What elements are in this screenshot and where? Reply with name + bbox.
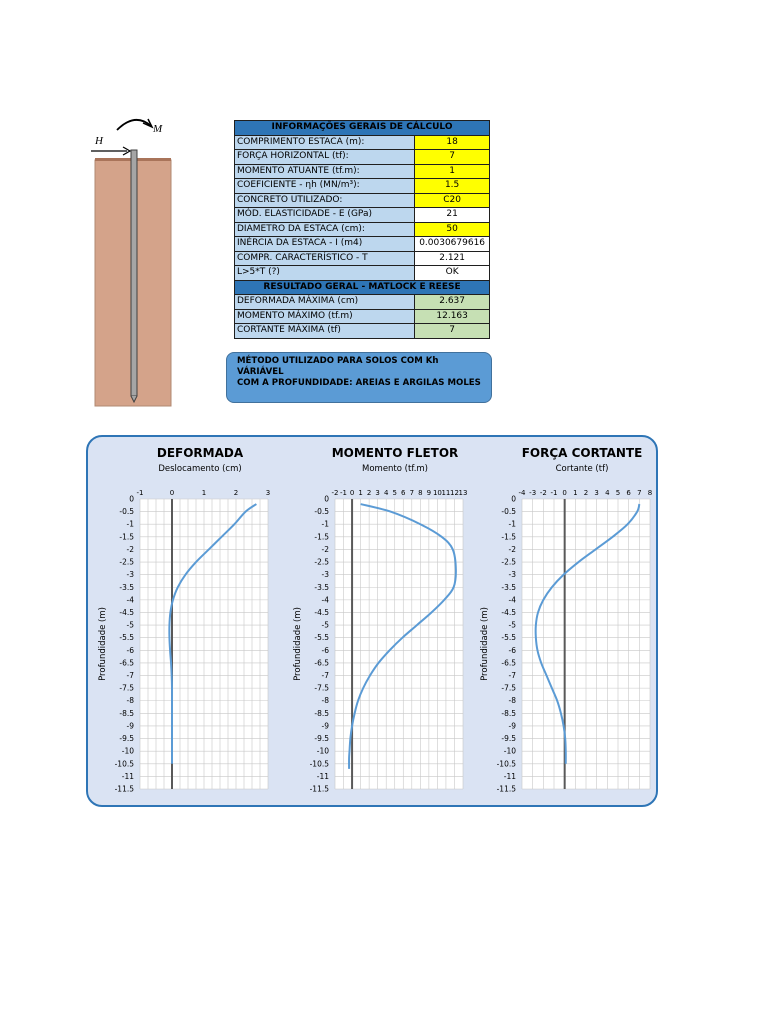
x-tick-label: 2 (583, 489, 589, 497)
x-tick-label: 6 (626, 489, 631, 497)
info-row (235, 135, 490, 150)
y-tick-label: -7 (126, 671, 134, 681)
info-value: 2.121 (415, 251, 490, 266)
x-tick-label: 4 (605, 489, 610, 497)
info-value: C20 (415, 193, 490, 208)
info-value: 1.5 (415, 179, 490, 194)
info-label: FORÇA HORIZONTAL (tf): (235, 150, 415, 165)
y-tick-label: -11 (503, 771, 516, 781)
info-row (235, 251, 490, 266)
x-tick-label: -2 (539, 489, 547, 497)
y-tick-label: -1.5 (314, 532, 329, 542)
y-tick-label: -10.5 (114, 759, 134, 769)
y-tick-label: -3.5 (314, 582, 329, 592)
x-tick-label: 0 (562, 489, 567, 497)
momento-fletor-chart (283, 437, 473, 809)
info-table (234, 120, 490, 339)
chart-title: DEFORMADA (156, 446, 244, 460)
info-label: COEFICIENTE - ηh (MN/m³): (235, 179, 415, 194)
y-tick-label: -8 (321, 696, 329, 706)
y-tick-label: -1 (126, 519, 134, 529)
x-tick-label: 1 (358, 489, 363, 497)
y-tick-label: -5 (126, 620, 134, 630)
x-tick-label: 1 (201, 489, 207, 497)
y-tick-label: -10 (121, 746, 134, 756)
info-header: INFORMAÇÕES GERAIS DE CÁLCULO (235, 121, 490, 136)
y-tick-label: -8 (126, 696, 134, 706)
info-row (235, 208, 490, 223)
x-tick-label: 4 (383, 489, 389, 497)
result-value: 7 (415, 324, 490, 339)
forca-cortante-chart (470, 437, 660, 809)
info-label: CONCRETO UTILIZADO: (235, 193, 415, 208)
y-tick-label: -5.5 (314, 633, 329, 643)
y-tick-label: -0.5 (119, 507, 134, 517)
result-row (235, 295, 490, 310)
y-tick-label: -5.5 (501, 633, 516, 643)
method-note (226, 352, 492, 403)
y-tick-label: -2.5 (314, 557, 329, 567)
info-label: INÉRCIA DA ESTACA - I (m4) (235, 237, 415, 252)
info-label: COMPR. CARACTERÍSTICO - T (235, 251, 415, 266)
result-label: CORTANTE MÁXIMA (tf) (235, 324, 415, 339)
y-tick-label: -7 (508, 671, 516, 681)
y-tick-label: -1.5 (119, 532, 134, 542)
y-tick-label: -9 (126, 721, 134, 731)
y-tick-label: -4 (508, 595, 516, 605)
y-tick-label: -8.5 (314, 708, 329, 718)
info-value: 1 (415, 164, 490, 179)
y-tick-label: -11.5 (114, 784, 134, 794)
y-tick-label: -7.5 (501, 683, 516, 693)
y-tick-label: -3 (508, 570, 516, 580)
x-tick-label: 2 (233, 489, 239, 497)
y-tick-label: -2 (508, 544, 516, 554)
y-tick-label: -4.5 (119, 607, 134, 617)
y-tick-label: -10.5 (496, 759, 516, 769)
x-tick-label: 3 (375, 489, 380, 497)
x-tick-label: 11 (441, 489, 451, 497)
y-tick-label: -1.5 (501, 532, 516, 542)
y-tick-label: -11 (121, 771, 134, 781)
y-tick-label: -3.5 (119, 582, 134, 592)
x-tick-label: 13 (458, 489, 468, 497)
result-row (235, 309, 490, 324)
y-tick-label: -9.5 (119, 734, 134, 744)
method-note-line2: COM A PROFUNDIDADE: AREIAS E ARGILAS MOLES (237, 378, 481, 388)
info-value: 18 (415, 135, 490, 150)
x-tick-label: 8 (647, 489, 653, 497)
y-tick-label: -1 (508, 519, 516, 529)
info-value: 21 (415, 208, 490, 223)
result-value: 12.163 (415, 309, 490, 324)
x-tick-label: 9 (426, 489, 432, 497)
x-tick-label: -1 (136, 489, 144, 497)
info-row (235, 222, 490, 237)
y-tick-label: -5 (321, 620, 329, 630)
y-tick-label: -6.5 (119, 658, 134, 668)
result-row (235, 324, 490, 339)
y-axis-label: Profundidade (m) (480, 607, 490, 681)
x-tick-label: 0 (349, 489, 355, 497)
y-tick-label: -3.5 (501, 582, 516, 592)
x-tick-label: 0 (169, 489, 175, 497)
chart-title: FORÇA CORTANTE (521, 446, 643, 460)
y-tick-label: -2.5 (119, 557, 134, 567)
method-note-line1: MÉTODO UTILIZADO PARA SOLOS COM Kh VÁRIÁVEL (237, 356, 439, 377)
y-tick-label: -0.5 (501, 507, 516, 517)
y-tick-label: -8 (508, 696, 516, 706)
y-tick-label: -4.5 (501, 607, 516, 617)
info-row (235, 237, 490, 252)
x-tick-label: 7 (409, 489, 415, 497)
y-tick-label: -6.5 (314, 658, 329, 668)
info-label: MÓD. ELASTICIDADE - E (GPa) (235, 208, 415, 223)
info-header-row (235, 121, 490, 136)
y-tick-label: -9 (508, 721, 516, 731)
y-tick-label: -1 (321, 519, 329, 529)
y-tick-label: -9.5 (501, 734, 516, 744)
x-tick-label: 5 (392, 489, 397, 497)
result-value: 2.637 (415, 295, 490, 310)
info-value: 50 (415, 222, 490, 237)
x-tick-label: 12 (450, 489, 459, 497)
y-tick-label: -10 (503, 746, 516, 756)
chart-svg (88, 437, 278, 809)
x-tick-label: 5 (615, 489, 621, 497)
x-tick-label: 6 (401, 489, 406, 497)
y-tick-label: -6.5 (501, 658, 516, 668)
deformada-chart (88, 437, 278, 809)
charts-panel (86, 435, 658, 807)
y-tick-label: -6 (508, 645, 516, 655)
x-tick-label: 3 (265, 489, 271, 497)
info-value: 7 (415, 150, 490, 165)
y-axis-label: Profundidade (m) (293, 607, 303, 681)
moment-label: M (153, 123, 163, 135)
y-tick-label: -0.5 (314, 507, 329, 517)
info-value: 0.0030679616 (415, 237, 490, 252)
y-tick-label: 0 (324, 494, 329, 504)
y-tick-label: -11 (316, 771, 329, 781)
chart-title: MOMENTO FLETOR (331, 446, 459, 460)
y-tick-label: -2.5 (501, 557, 516, 567)
x-tick-label: -1 (550, 489, 558, 497)
y-tick-label: -5 (508, 620, 516, 630)
y-tick-label: -9.5 (314, 734, 329, 744)
y-tick-label: -8.5 (119, 708, 134, 718)
x-tick-label: -1 (340, 489, 348, 497)
info-row (235, 164, 490, 179)
result-label: MOMENTO MÁXIMO (tf.m) (235, 309, 415, 324)
y-tick-label: -2 (321, 544, 329, 554)
x-axis-label: Momento (tf.m) (362, 464, 428, 474)
x-tick-label: -2 (331, 489, 339, 497)
info-row (235, 179, 490, 194)
y-tick-label: -4 (321, 595, 329, 605)
y-axis-label: Profundidade (m) (98, 607, 108, 681)
pile-shaft (131, 150, 137, 396)
x-tick-label: 7 (637, 489, 642, 497)
chart-svg (470, 437, 660, 809)
y-tick-label: -3 (126, 570, 134, 580)
y-tick-label: -5.5 (119, 633, 134, 643)
y-tick-label: 0 (129, 494, 134, 504)
y-tick-label: -9 (321, 721, 329, 731)
result-header: RESULTADO GERAL - MATLOCK E REESE (235, 280, 490, 295)
x-axis-label: Cortante (tf) (555, 464, 609, 474)
chart-svg (283, 437, 473, 809)
y-tick-label: -10.5 (309, 759, 329, 769)
y-tick-label: -7 (321, 671, 329, 681)
plot-area (335, 499, 463, 789)
y-tick-label: -4.5 (314, 607, 329, 617)
y-tick-label: -6 (126, 645, 134, 655)
x-tick-label: -3 (529, 489, 537, 497)
info-row (235, 266, 490, 281)
x-tick-label: -4 (518, 489, 526, 497)
info-label: DIAMETRO DA ESTACA (cm): (235, 222, 415, 237)
y-tick-label: -11.5 (496, 784, 516, 794)
x-tick-label: 3 (594, 489, 599, 497)
y-tick-label: -2 (126, 544, 134, 554)
result-label: DEFORMADA MÁXIMA (cm) (235, 295, 415, 310)
y-tick-label: -10 (316, 746, 329, 756)
x-tick-label: 2 (366, 489, 372, 497)
info-row (235, 150, 490, 165)
force-label: H (95, 135, 103, 147)
y-tick-label: -4 (126, 595, 134, 605)
info-label: COMPRIMENTO ESTACA (m): (235, 135, 415, 150)
y-tick-label: -8.5 (501, 708, 516, 718)
info-label: L>5*T (?) (235, 266, 415, 281)
y-tick-label: -3 (321, 570, 329, 580)
x-tick-label: 8 (418, 489, 423, 497)
info-row (235, 193, 490, 208)
y-tick-label: -7.5 (119, 683, 134, 693)
y-tick-label: -6 (321, 645, 329, 655)
x-axis-label: Deslocamento (cm) (158, 464, 242, 474)
info-label: MOMENTO ATUANTE (tf.m): (235, 164, 415, 179)
info-value: OK (415, 266, 490, 281)
x-tick-label: 1 (573, 489, 578, 497)
result-header-row (235, 280, 490, 295)
y-tick-label: 0 (511, 494, 516, 504)
pile-diagram (85, 112, 195, 412)
y-tick-label: -7.5 (314, 683, 329, 693)
y-tick-label: -11.5 (309, 784, 329, 794)
x-tick-label: 10 (432, 489, 442, 497)
